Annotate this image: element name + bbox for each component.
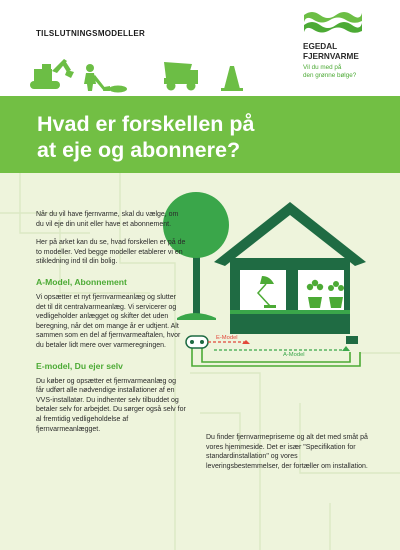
intro-paragraph: Her på arket kan du se, hvad forskellen er på de to modeller. Ved begge modeller etablerer vi en stikledning ind til din bolig.	[36, 239, 186, 266]
construction-illustration	[26, 56, 256, 94]
pricing-text: Du finder fjernvarmepriserne og alt det med småt på vores hjemmeside. Det er især "Specifikation for standardinstallation" og vores leveringsbestemmelser, der fortæller om installation.	[206, 434, 368, 470]
a-model-text: Vi opsætter et nyt fjernvarmeanlæg og slutter det til dit centralvarmeanlæg. Vi servicerer og vedligeholder anlægget og skifter det uden beregning, når det om mange år er udtjent. Alt sammen som en del af fjernvarmeaftalen, hvor du betaler lidt mere over varmeregningen.	[36, 293, 181, 349]
page-title-line2: at eje og abonnere?	[37, 138, 241, 162]
e-model-text: Du køber og opsætter et fjernvarmeanlæg og får udført alle nødvendige installationer af en VVS-installatør. Du indhenter selv tilbuddet og betaler selv for arbejdet. Du sørger også selv for al fremtidig vedligeholdelse af fjernvarmeanlægget.	[36, 377, 186, 433]
intro-paragraph: Når du vil have fjernvarme, skal du vælge, om du vil eje din unit eller have et abonnement.	[36, 211, 179, 228]
dump-truck-icon	[164, 62, 198, 91]
pricing-text-block	[206, 433, 368, 471]
main-text-column	[36, 210, 186, 443]
excavator-icon	[30, 59, 74, 89]
wave-logo-icon	[302, 8, 364, 38]
traffic-cone-icon	[221, 66, 243, 91]
e-model-label: E-Model	[216, 335, 238, 341]
page-title-line1: Hvad er forskellen på	[37, 112, 255, 136]
house-icon	[214, 202, 366, 334]
a-model-heading: A-Model, Abonnement	[36, 276, 127, 287]
e-model-heading: E-model, Du ejer selv	[36, 360, 123, 371]
district-heating-pipes	[186, 336, 360, 366]
section-title: TILSLUTNINGSMODELLER	[36, 29, 146, 38]
a-model-label: A-Model	[283, 352, 305, 358]
tagline-line1: Vil du med på	[303, 64, 342, 72]
tagline-line2: den grønne bølge?	[303, 71, 357, 79]
brand-name-line2: FJERNVARME	[303, 51, 359, 61]
worker-icon	[84, 64, 127, 93]
page-title	[37, 111, 367, 163]
company-logo	[302, 8, 394, 79]
brand-name-line1: EGEDAL	[303, 42, 338, 51]
house-diagram	[150, 180, 400, 380]
